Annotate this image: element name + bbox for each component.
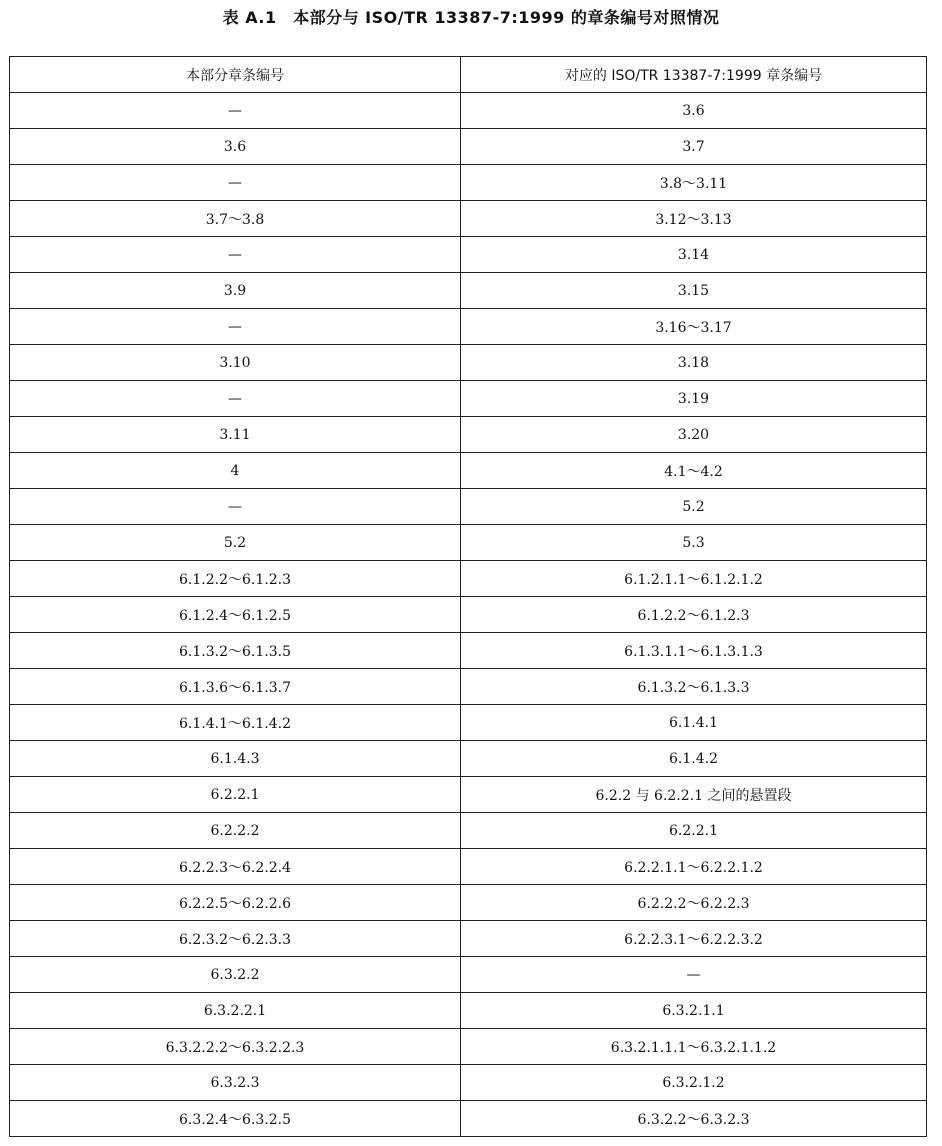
header-this-part-clause: 本部分章条编号 xyxy=(10,57,461,93)
table-row xyxy=(10,777,927,813)
table-row xyxy=(10,705,927,741)
table-row xyxy=(10,453,927,489)
cell-iso-clause: 6.1.2.1.1～6.1.2.1.2 xyxy=(461,561,927,597)
cell-this-part-clause: 6.1.2.4～6.1.2.5 xyxy=(10,597,461,633)
table-row xyxy=(10,561,927,597)
cell-this-part-clause: 6.2.2.5～6.2.2.6 xyxy=(10,885,461,921)
table-row xyxy=(10,381,927,417)
cell-this-part-clause: 3.11 xyxy=(10,417,461,453)
table-row xyxy=(10,597,927,633)
cell-iso-clause: 3.8～3.11 xyxy=(461,165,927,201)
cell-iso-clause: 6.3.2.2～6.3.2.3 xyxy=(461,1101,927,1137)
cell-iso-clause: 3.14 xyxy=(461,237,927,273)
table-row xyxy=(10,669,927,705)
table-row xyxy=(10,921,927,957)
cell-iso-clause: 6.1.3.2～6.1.3.3 xyxy=(461,669,927,705)
cell-this-part-clause: 6.3.2.3 xyxy=(10,1065,461,1101)
table-row xyxy=(10,237,927,273)
cell-this-part-clause: — xyxy=(10,93,461,129)
cell-this-part-clause: 6.1.4.3 xyxy=(10,741,461,777)
table-row xyxy=(10,741,927,777)
cell-this-part-clause: — xyxy=(10,237,461,273)
cell-this-part-clause: — xyxy=(10,309,461,345)
cell-this-part-clause: 3.9 xyxy=(10,273,461,309)
cell-this-part-clause: — xyxy=(10,489,461,525)
cell-iso-clause: 6.3.2.1.2 xyxy=(461,1065,927,1101)
cell-this-part-clause: 6.1.3.2～6.1.3.5 xyxy=(10,633,461,669)
table-row xyxy=(10,813,927,849)
table-title: 表 A.1 本部分与 ISO/TR 13387-7:1999 的章条编号对照情况 xyxy=(222,8,720,27)
cell-iso-clause: 6.2.2.3.1～6.2.2.3.2 xyxy=(461,921,927,957)
table-row xyxy=(10,1065,927,1101)
table-row xyxy=(10,417,927,453)
cell-iso-clause: 6.1.2.2～6.1.2.3 xyxy=(461,597,927,633)
cell-this-part-clause: — xyxy=(10,381,461,417)
cell-iso-clause: 5.3 xyxy=(461,525,927,561)
table-row xyxy=(10,93,927,129)
cell-iso-clause: 3.19 xyxy=(461,381,927,417)
cell-this-part-clause: 6.1.3.6～6.1.3.7 xyxy=(10,669,461,705)
cell-iso-clause: 6.3.2.1.1.1～6.3.2.1.1.2 xyxy=(461,1029,927,1065)
cell-iso-clause: 6.3.2.1.1 xyxy=(461,993,927,1029)
table-row xyxy=(10,525,927,561)
cell-this-part-clause: 6.3.2.2 xyxy=(10,957,461,993)
cell-this-part-clause: 6.3.2.2.2～6.3.2.2.3 xyxy=(10,1029,461,1065)
cell-this-part-clause: 6.1.2.2～6.1.2.3 xyxy=(10,561,461,597)
table-row xyxy=(10,309,927,345)
cell-iso-clause: 6.2.2.1 xyxy=(461,813,927,849)
table-row xyxy=(10,993,927,1029)
cell-iso-clause: 6.2.2.1.1～6.2.2.1.2 xyxy=(461,849,927,885)
cell-iso-clause: 3.16～3.17 xyxy=(461,309,927,345)
cell-iso-clause: 4.1～4.2 xyxy=(461,453,927,489)
table-row xyxy=(10,201,927,237)
clause-comparison-table xyxy=(9,56,927,1137)
table-row xyxy=(10,849,927,885)
cell-this-part-clause: 6.2.3.2～6.2.3.3 xyxy=(10,921,461,957)
cell-this-part-clause: 4 xyxy=(10,453,461,489)
cell-this-part-clause: 6.2.2.1 xyxy=(10,777,461,813)
table-row xyxy=(10,273,927,309)
cell-this-part-clause: 3.6 xyxy=(10,129,461,165)
table-row xyxy=(10,1029,927,1065)
table-row xyxy=(10,957,927,993)
cell-this-part-clause: 6.2.2.3～6.2.2.4 xyxy=(10,849,461,885)
table-row xyxy=(10,633,927,669)
cell-iso-clause: 3.6 xyxy=(461,93,927,129)
cell-iso-clause: 3.12～3.13 xyxy=(461,201,927,237)
table-row xyxy=(10,129,927,165)
table-row xyxy=(10,345,927,381)
cell-iso-clause: — xyxy=(461,957,927,993)
table-header-row xyxy=(10,57,927,93)
cell-this-part-clause: — xyxy=(10,165,461,201)
table-row xyxy=(10,1101,927,1137)
cell-iso-clause: 6.1.4.2 xyxy=(461,741,927,777)
cell-iso-clause: 5.2 xyxy=(461,489,927,525)
cell-this-part-clause: 6.3.2.4～6.3.2.5 xyxy=(10,1101,461,1137)
table-body xyxy=(10,93,927,1137)
cell-iso-clause: 6.2.2.2～6.2.2.3 xyxy=(461,885,927,921)
header-iso-clause: 对应的 ISO/TR 13387-7:1999 章条编号 xyxy=(461,57,927,93)
cell-iso-clause: 6.1.4.1 xyxy=(461,705,927,741)
cell-this-part-clause: 6.2.2.2 xyxy=(10,813,461,849)
cell-this-part-clause: 5.2 xyxy=(10,525,461,561)
cell-iso-clause: 6.1.3.1.1～6.1.3.1.3 xyxy=(461,633,927,669)
cell-this-part-clause: 6.3.2.2.1 xyxy=(10,993,461,1029)
cell-this-part-clause: 6.1.4.1～6.1.4.2 xyxy=(10,705,461,741)
cell-iso-clause: 3.7 xyxy=(461,129,927,165)
cell-iso-clause: 3.18 xyxy=(461,345,927,381)
table-row xyxy=(10,165,927,201)
cell-iso-clause: 3.20 xyxy=(461,417,927,453)
cell-iso-clause: 3.15 xyxy=(461,273,927,309)
table-row xyxy=(10,489,927,525)
cell-this-part-clause: 3.10 xyxy=(10,345,461,381)
table-row xyxy=(10,885,927,921)
cell-this-part-clause: 3.7～3.8 xyxy=(10,201,461,237)
cell-iso-clause: 6.2.2 与 6.2.2.1 之间的悬置段 xyxy=(461,777,927,813)
